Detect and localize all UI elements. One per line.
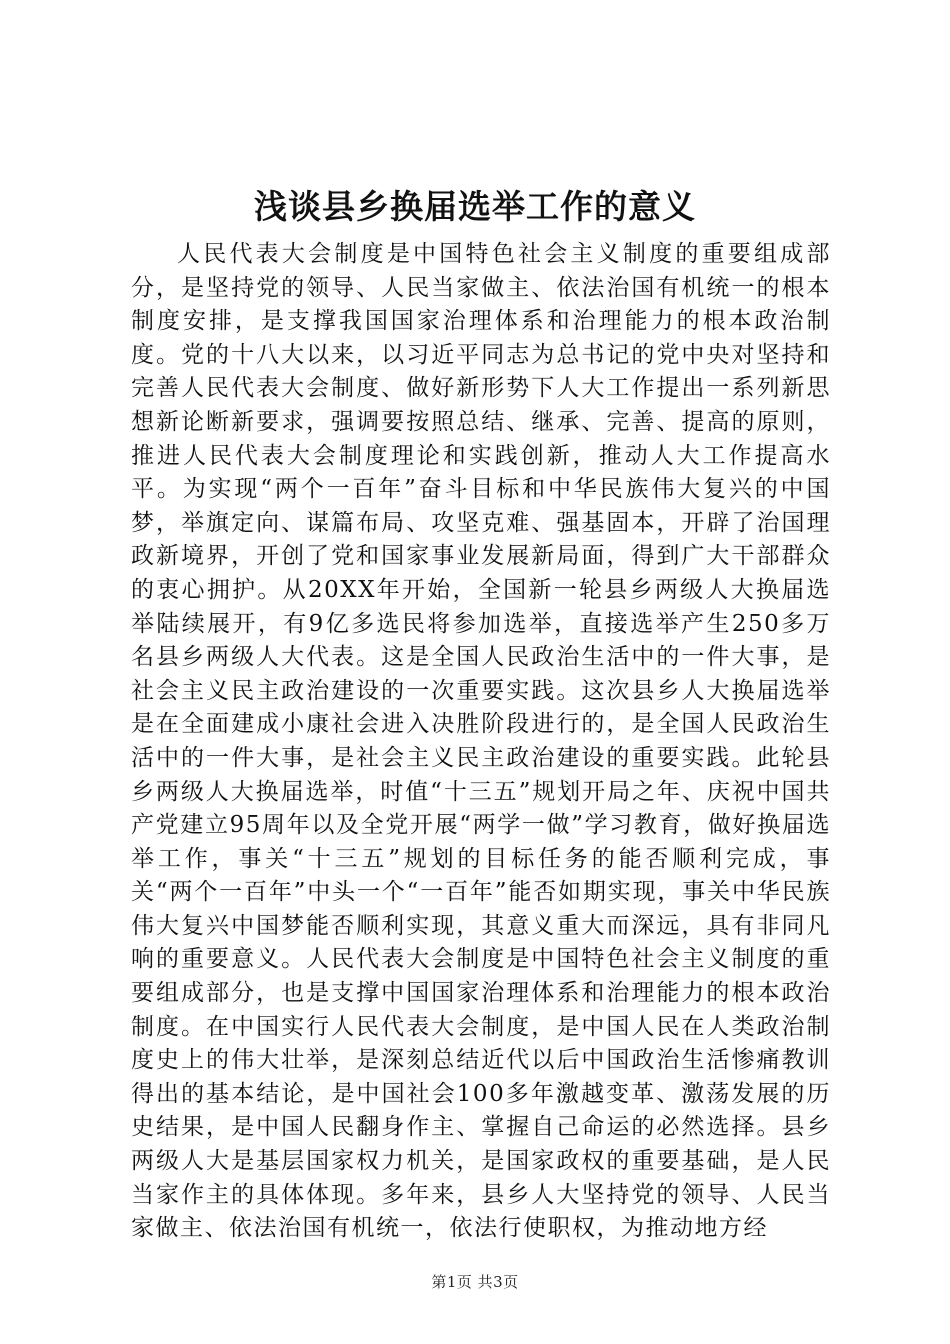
page-footer: 第1页 共3页 <box>431 1273 519 1291</box>
body-paragraph: 人民代表大会制度是中国特色社会主义制度的重要组成部分，是坚持党的领导、人民当家做主、依法治国有机统一的根本制度安排，是支撑我国国家治理体系和治理能力的根本政治制度。党的十八大以来，以习近平同志为总书记的党中央对坚持和完善人民代表大会制度、做好新形势下人大工作提出一系列新思想新论断新要求，强调要按照总结、继承、完善、提高的原则，推进人民代表大会制度理论和实践创新，推动人大工作提高水平。为实现“两个一百年”奋斗目标和中华民族伟大复兴的中国梦，举旗定向、谋篇布局、攻坚克难、强基固本，开辟了治国理政新境界，开创了党和国家事业发展新局面，得到广大干部群众的衷心拥护。从20XX年开始，全国新一轮县乡两级人大换届选举陆续展开，有9亿多选民将参加选举，直接选举产生250多万名县乡两级人大代表。这是全国人民政治生活中的一件大事，是社会主义民主政治建设的一次重要实践。这次县乡人大换届选举是在全面建成小康社会进入决胜阶段进行的，是全国人民政治生活中的一件大事，是社会主义民主政治建设的重要实践。此轮县乡两级人大换届选举，时值“十三五”规划开局之年、庆祝中国共产党建立95周年以及全党开展“两学一做”学习教育，做好换届选举工作，事关“十三五”规划的目标任务的能否顺利完成，事关“两个一百年”中头一个“一百年”能否如期实现，事关中华民族伟大复兴中国梦能否顺利实现，其意义重大而深远，具有非同凡响的重要意义。人民代表大会制度是中国特色社会主义制度的重要组成部分，也是支撑中国国家治理体系和治理能力的根本政治制度。在中国实行人民代表大会制度，是中国人民在人类政治制度史上的伟大壮举，是深刻总结近代以后中国政治生活惨痛教训得出的基本结论，是中国社会100多年激越变革、激荡发展的历史结果，是中国人民翻身作主、掌握自己命运的必然选择。县乡两级人大是基层国家权力机关，是国家政权的重要基础，是人民当家作主的具体体现。多年来，县乡人大坚持党的领导、人民当家做主、依法治国有机统一，依法行使职权，为推动地方经 <box>131 241 831 1242</box>
document-title: 浅谈县乡换届选举工作的意义 <box>254 187 696 226</box>
